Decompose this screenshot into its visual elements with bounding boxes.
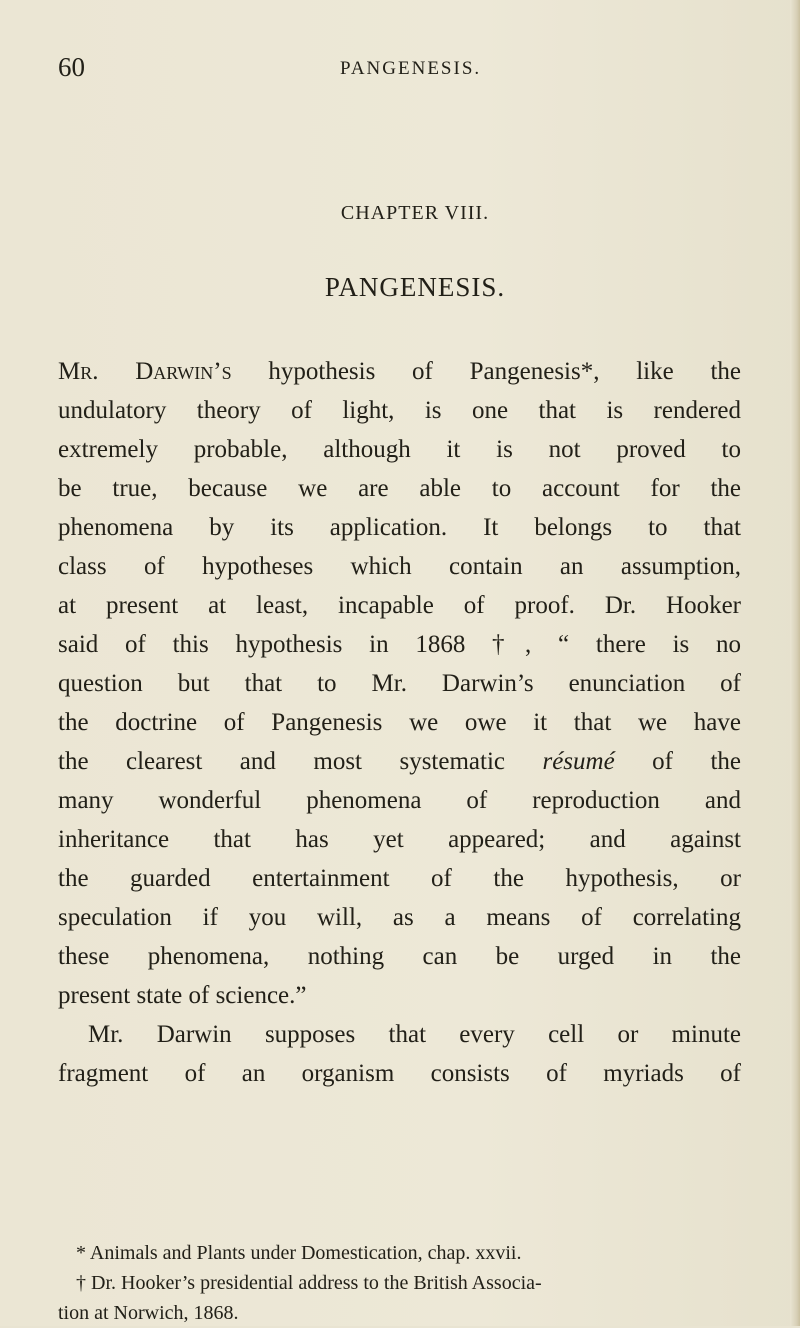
text-line: many wonderful phenomena of reproduction and [58,787,741,814]
text-line: question but that to Mr. Darwin’s enunciation of [58,670,741,697]
text-line: extremely probable, although it is not proved to [58,436,741,463]
chapter-heading: CHAPTER VIII. [340,202,490,224]
text-line: said of this hypothesis in 1868 †, “ there is no [58,631,741,658]
text-line: fragment of an organism consists of myriads of [58,1060,741,1087]
text-line: phenomena by its application. It belongs to that [58,514,741,541]
footnote-2-continued: tion at Norwich, 1868. [58,1302,239,1324]
footnotes [58,1238,741,1328]
text-line: inheritance that has yet appeared; and against [58,826,741,853]
text-line: these phenomena, nothing can be urged in the [58,943,741,970]
text-line: the doctrine of Pangenesis we owe it that we have [58,709,741,736]
paragraph-1 [58,352,741,1015]
page-number: 60 [58,52,85,82]
text-line: at present at least, incapable of proof. Dr. Hooker [58,592,741,619]
footnote-2: † Dr. Hooker’s presidential address to the British Associa- [76,1272,542,1294]
paragraph-2 [58,1015,741,1093]
text-line: the clearest and most systematic résumé of the [58,748,741,775]
text-line: Mr. Darwin supposes that every cell or minute [88,1021,741,1048]
text-line: undulatory theory of light, is one that is rendered [58,397,741,424]
running-title: PANGENESIS. [340,58,482,79]
text-line: the guarded entertainment of the hypothesis, or [58,865,741,892]
text-line: Mr. Darwin’s hypothesis of Pangenesis*, like the [58,358,741,385]
text-line: speculation if you will, as a means of correlating [58,904,741,931]
text-line: present state of science.” [58,982,307,1009]
text-line: class of hypotheses which contain an assumption, [58,553,741,580]
running-head [58,52,758,92]
page-edge-shadow [790,0,800,1326]
footnote-1: * Animals and Plants under Domestication, chap. xxvii. [76,1242,522,1264]
italic-resume: résumé [542,748,615,775]
text-line: be true, because we are able to account for the [58,475,741,502]
lead-small-caps: Mr. Darwin’s [58,358,232,385]
chapter-title: PANGENESIS. [324,272,506,302]
body-text [58,352,741,1093]
